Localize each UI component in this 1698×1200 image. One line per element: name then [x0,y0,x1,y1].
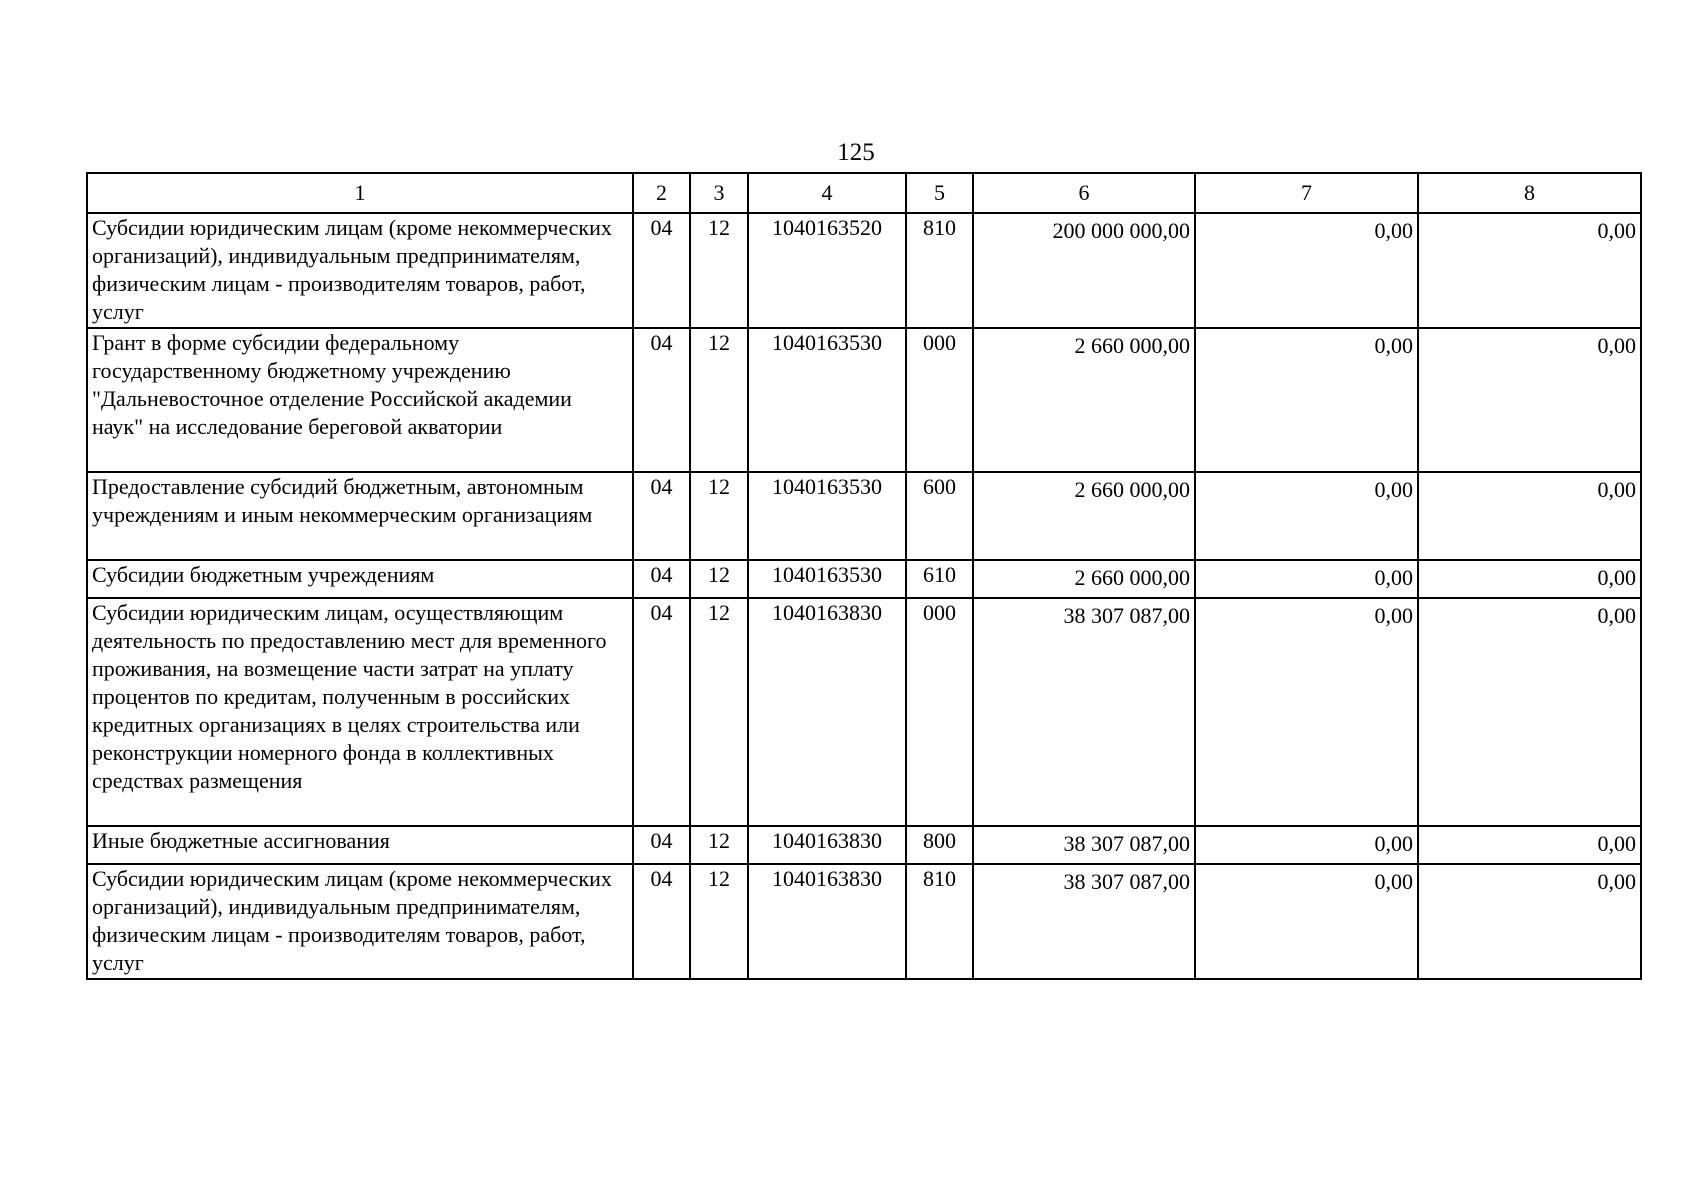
row-subsection: 12 [690,864,748,979]
row-section: 04 [633,328,690,472]
row-name: Грант в форме субсидии федеральному государственному бюджетному учреждению "Дальневосточное отделение Российской академии наук" на исследование береговой акватории [87,328,633,472]
row-amount-2 [1195,864,1418,979]
row-amount-1-value: 38 307 087,00 [1063,603,1190,628]
row-subsection: 12 [690,328,748,472]
row-amount-3 [1418,328,1641,472]
row-expense-type: 810 [906,213,973,328]
row-amount-3 [1418,560,1641,598]
row-amount-2 [1195,472,1418,560]
page-number: 125 [837,139,875,166]
table-row [87,826,1641,864]
row-amount-3-value: 0,00 [1597,477,1636,502]
row-amount-1 [973,560,1195,598]
row-amount-2 [1195,328,1418,472]
row-amount-1-value: 38 307 087,00 [1063,831,1190,856]
row-subsection: 12 [690,472,748,560]
row-expense-type: 600 [906,472,973,560]
row-target-item: 1040163530 [748,560,906,598]
row-expense-type: 800 [906,826,973,864]
table-row [87,328,1641,472]
row-amount-3-value: 0,00 [1597,565,1636,590]
row-amount-1-value: 2 660 000,00 [1074,333,1190,358]
row-name: Иные бюджетные ассигнования [87,826,633,864]
row-target-item: 1040163830 [748,826,906,864]
row-name: Субсидии юридическим лицам (кроме некоммерческих организаций), индивидуальным предпринимателям, физическим лицам - производителям товаров, работ, услуг [87,213,633,328]
column-header: 2 [633,173,690,213]
row-name: Субсидии юридическим лицам, осуществляющим деятельность по предоставлению мест для временного проживания, на возмещение части затрат на уплату процентов по кредитам, полученным в российских кредитных организациях в целях строительства или реконструкции номерного фонда в коллективных средствах размещения [87,598,633,826]
row-amount-1-value: 38 307 087,00 [1063,869,1190,894]
row-amount-2-value: 0,00 [1374,565,1413,590]
row-section: 04 [633,472,690,560]
row-name: Предоставление субсидий бюджетным, автономным учреждениям и иным некоммерческим организациям [87,472,633,560]
row-target-item: 1040163830 [748,864,906,979]
row-amount-2 [1195,826,1418,864]
row-amount-3-value: 0,00 [1597,831,1636,856]
row-amount-3-value: 0,00 [1597,869,1636,894]
row-subsection: 12 [690,598,748,826]
row-amount-2 [1195,213,1418,328]
row-amount-1 [973,213,1195,328]
row-amount-1-value: 2 660 000,00 [1074,477,1190,502]
row-amount-3 [1418,826,1641,864]
row-subsection: 12 [690,826,748,864]
row-amount-3-value: 0,00 [1597,218,1636,243]
row-amount-1 [973,598,1195,826]
row-amount-3 [1418,472,1641,560]
row-amount-1 [973,472,1195,560]
row-amount-3-value: 0,00 [1597,603,1636,628]
table-row [87,213,1641,328]
column-header: 6 [973,173,1195,213]
row-section: 04 [633,213,690,328]
row-amount-2-value: 0,00 [1374,603,1413,628]
row-amount-2 [1195,560,1418,598]
row-amount-1-value: 2 660 000,00 [1074,565,1190,590]
row-amount-1 [973,328,1195,472]
row-section: 04 [633,864,690,979]
row-amount-2-value: 0,00 [1374,477,1413,502]
column-header: 3 [690,173,748,213]
row-amount-2-value: 0,00 [1374,333,1413,358]
row-target-item: 1040163830 [748,598,906,826]
row-subsection: 12 [690,213,748,328]
row-amount-2 [1195,598,1418,826]
row-expense-type: 000 [906,328,973,472]
row-amount-2-value: 0,00 [1374,218,1413,243]
table-row [87,864,1641,979]
row-name: Субсидии юридическим лицам (кроме некоммерческих организаций), индивидуальным предпринимателям, физическим лицам - производителям товаров, работ, услуг [87,864,633,979]
row-expense-type: 810 [906,864,973,979]
row-amount-1-value: 200 000 000,00 [1052,218,1190,243]
row-target-item: 1040163530 [748,472,906,560]
row-section: 04 [633,826,690,864]
row-expense-type: 000 [906,598,973,826]
row-section: 04 [633,560,690,598]
column-header: 5 [906,173,973,213]
row-amount-3 [1418,598,1641,826]
row-target-item: 1040163520 [748,213,906,328]
table-row [87,472,1641,560]
row-amount-3 [1418,864,1641,979]
column-header: 4 [748,173,906,213]
table-row [87,560,1641,598]
budget-table [86,172,1642,980]
row-amount-3 [1418,213,1641,328]
table-row [87,598,1641,826]
column-header: 7 [1195,173,1418,213]
column-header: 1 [87,173,633,213]
column-header: 8 [1418,173,1641,213]
row-amount-1 [973,826,1195,864]
header-row [87,173,1641,213]
row-amount-1 [973,864,1195,979]
row-amount-2-value: 0,00 [1374,831,1413,856]
row-amount-3-value: 0,00 [1597,333,1636,358]
row-target-item: 1040163530 [748,328,906,472]
row-name: Субсидии бюджетным учреждениям [87,560,633,598]
row-section: 04 [633,598,690,826]
row-subsection: 12 [690,560,748,598]
row-expense-type: 610 [906,560,973,598]
row-amount-2-value: 0,00 [1374,869,1413,894]
